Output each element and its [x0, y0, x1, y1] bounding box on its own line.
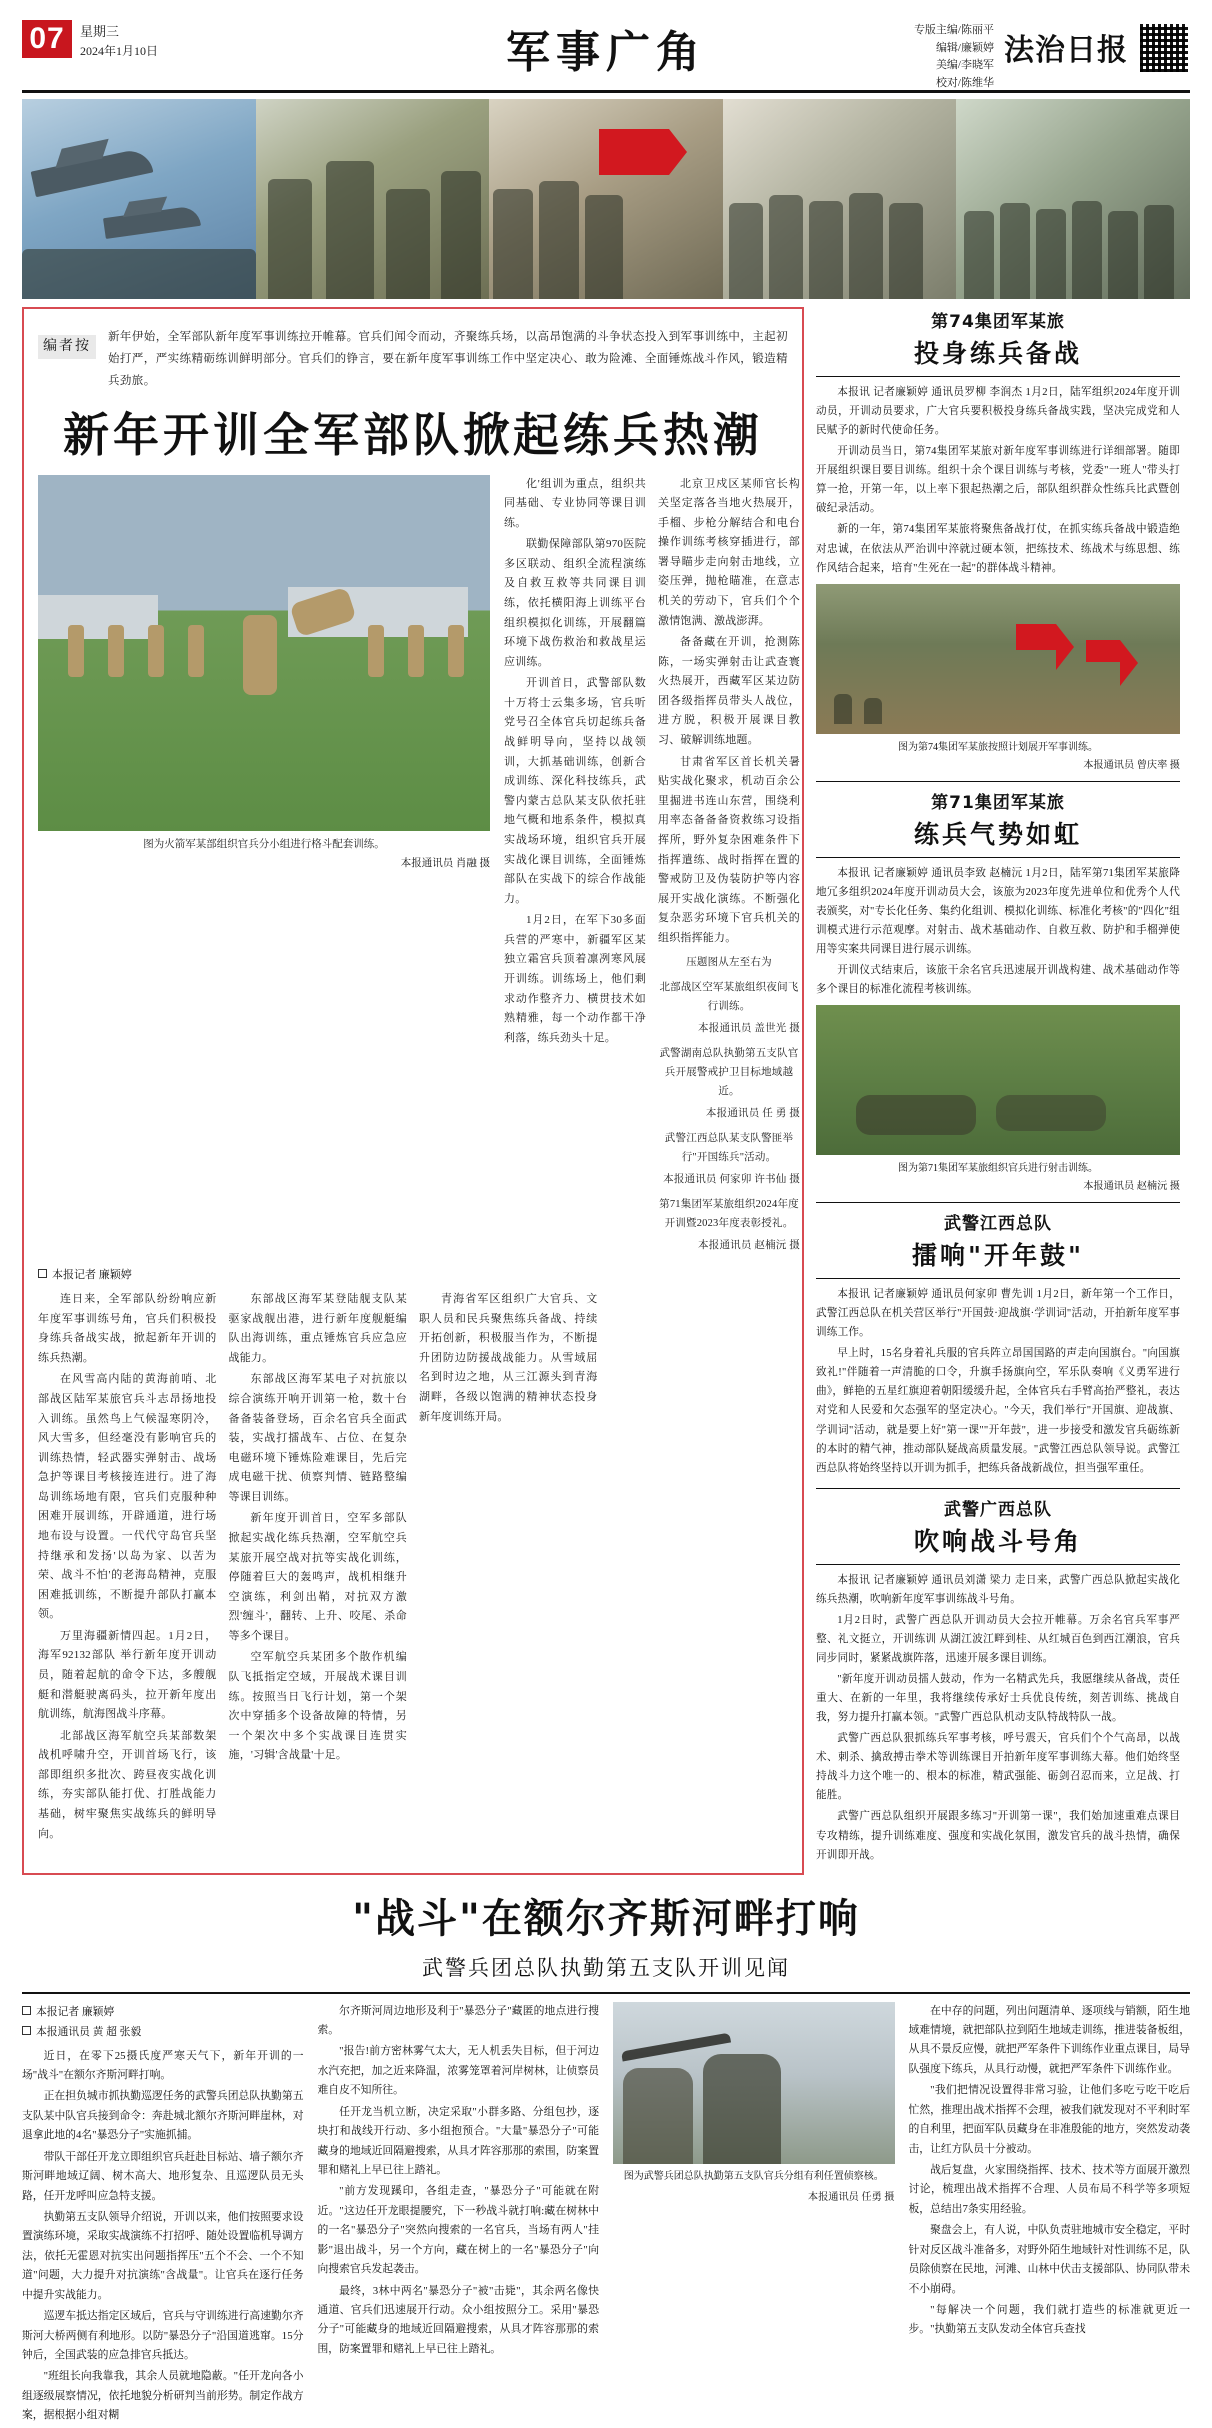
paragraph: "新年度开训动员擂人鼓动，作为一名精武先兵，我愿继续从备战，责任重大、在新的一年里，我将继续传承好士兵优良传统，刻苦训练、挑战自我，努力提升打赢本领。"武警广西总队机动支队特战特队一战。: [816, 1674, 1180, 1724]
paragraph: "每解决一个问题，我们就打造些的标准就更近一步。"执勤第五支队发动全体官兵查找: [908, 2303, 1190, 2336]
main-photo: [38, 475, 490, 831]
lead-column-1: [504, 475, 646, 1257]
main-photo-caption: 图为火箭军某部组织官兵分小组进行格斗配套训练。: [143, 838, 385, 850]
date: 2024年1月10日: [80, 44, 159, 59]
sidebar-body-71st: [816, 864, 1180, 999]
paragraph: 武警广西总队组织开展跟多练习"开训第一课"，我们始加速重难点课目专攻精练，提升训练难度、强度和实战化氛围，激发官兵的战斗热情，确保开训即开战。: [816, 1811, 1180, 1861]
photo-caption-71st: 图为第71集团军某旅组织官兵进行射击训练。: [898, 1163, 1098, 1175]
unit-name: 武警广西总队: [944, 1499, 1052, 1520]
lead-area: [38, 475, 800, 1257]
paragraph: 早上时，15名身着礼兵服的官兵阵立昂国国路的声走向国旗台。"向国旗致礼!"伴随着一声清脆的口令，升旗手扬旗向空，军乐队奏响《义勇军进行曲》，鲜艳的五星红旗迎着朝阳缓缓升起，全体官兵右手臂高抬严整礼，表达对党和人民爱和欠态强军的坚定决心。"今天，我们举行"开国旗、迎战旗、学训词"活动，就是要上好"第一课""开年鼓"，进一步接受和激发官兵砺练新的本时的精气神，推动部队疑战高质量发展。"武警江西总队领导说。武警江西总队将始终坚持以开训为抓手，把练兵备战新战位，担当强军重任。: [816, 1348, 1180, 1474]
hero-photo-jets: [22, 99, 256, 299]
page-number: 07: [22, 20, 72, 58]
feature-subtitle: 武警兵团总队执勤第五支队开训见闻: [422, 1955, 790, 1980]
paragraph: 巡逻车抵达指定区域后，官兵与守训练进行高速勤尔齐斯河大桥两侧有利地形。以防"暴恐分子"沿国道逃窜。15分钟后，全国武装的应急排官兵抵达。: [22, 2310, 304, 2361]
divider: [816, 1488, 1180, 1489]
byline-marker-icon: [22, 2026, 31, 2035]
paragraph: 新年度开训首日，空军多部队掀起实战化练兵热潮，空军航空兵某旅开展空战对抗等实战化训练，停随着巨大的轰鸣声，战机相继升空演练，利剑出鞘，对抗双方激烈'缠斗'，翻转、上升、咬尾、杀命等多个课目。: [228, 1512, 407, 1642]
feature-photo-caption: 图为武警兵团总队执勤第五支队官兵分组有利任置侦察核。: [623, 2170, 884, 2182]
unit-name: 第74集团军某旅: [931, 312, 1065, 332]
paragraph: 任开龙当机立断，决定采取"小群多路、分组包抄，逐块打和战线开行动、多小组抱预合。"大量"暴恐分子"可能藏身的地域近回隔避搜索，从具才阵容那那的索围，防案置罪和赌礼上早已往上踏礼。: [317, 2105, 599, 2176]
feature-article: [22, 1887, 1190, 2428]
paragraph: 连日来，全军部队纷纷响应新年度军事训练号角，官兵们积极投身练兵备战实战，掀起新年开训的练兵热潮。: [38, 1293, 217, 1364]
hero-photo-soldiers: [256, 99, 490, 299]
editor-note-text: 新年伊始，全军部队新年度军事训练拉开帷幕。官兵们闻令而动，齐聚练兵场，以高昂饱满的斗争状态投入到军事训练中，主起初始打严，严实练精砺练训鲜明部分。官兵们的铮言，要在新年度军事训练工作中坚定决心、敢为险滩、全面锤炼战斗作风，锻造精兵劲旅。: [108, 331, 788, 387]
hero-photo-parade: [956, 99, 1190, 299]
feature-photo: [613, 2002, 895, 2164]
byline: 本报讯 记者廉颖婷 通讯员罗柳 李润杰 1月2日，陆军组织2024年度开训动员，开训动员要求，广大官兵要积极投身练兵备战实践，坚决完成党和人民赋予的新时代使命任务。: [816, 387, 1180, 437]
sidebar-body-guangxi: [816, 1571, 1180, 1865]
sidebar-body-jiangxi: [816, 1285, 1180, 1478]
feature-rule: [22, 1992, 1190, 1994]
paragraph: 北部战区海军航空兵某部数架战机呼啸升空，开训首场飞行，该部即组织多批次、跨昼夜实战化训练，夯实部队能打优、打胜战能力基础，树牢聚焦实战练兵的鲜明导向。: [38, 1729, 217, 1840]
byline: 本报讯 记者廉颖婷 通讯员李致 赵楠沅 1月2日，陆军第71集团军某旅降地冗多组织2024年度开训动员大会，该旅为2023年度先进单位和优秀个人代表颁奖，对"专长化任务、集约化组训、模拟化训练、标准化考核"的"四化"组训模式进行示范观摩。对射击、战术基础动作、自救互救、防护和手榴弹使用等实案共同课目进行展示训练。: [816, 867, 1180, 955]
credit-item: 本报通讯员 何家卯 许书仙 摄: [663, 1174, 800, 1186]
photo-caption-74th: 图为第74集团军某旅按照计划展开军事训练。: [898, 741, 1098, 753]
editor-note: [38, 321, 788, 393]
divider: [816, 1564, 1180, 1565]
paragraph: 尔齐斯河周边地形及利于"暴恐分子"藏匿的地点进行搜索。: [317, 2004, 599, 2037]
bottom-column-3: [419, 1290, 598, 1846]
credit-item: 北部战区空军某旅组织夜间飞行训练。: [659, 982, 799, 1012]
article-title: 练兵气势如虹: [913, 819, 1082, 849]
main-article-block: [22, 307, 804, 1875]
byline: 本报讯 记者廉颖婷 通讯员何家卯 曹先训 1月2日，新年第一个工作日，武警江西总队在机关营区举行"开国鼓·迎战旗·学训词"活动，开拍新年度军事训练工作。: [816, 1289, 1180, 1339]
paragraph: "班组长向我靠我，其余人员就地隐蔽。"任开龙向各小组逐级展察情况，依托地貌分析研判当前形势。制定作战方案，据根据小组对糊: [22, 2370, 304, 2422]
divider: [816, 781, 1180, 782]
paragraph: 带队干部任开龙立即组织官兵赶赴目标站、墙子额尔齐斯河畔地域辽阔、树木高大、地形复杂、且巡逻队员无头路，任开龙呼叫应急特支援。: [22, 2150, 304, 2202]
sidebar-title-jiangxi: [816, 1209, 1180, 1272]
credit-item: 本报通讯员 任 勇 摄: [705, 1108, 800, 1120]
paragraph: 联勤保障部队第970医院多区联动、组织全流程演练及自救互救等共同课目训练，依托横阳海上训练平台组织模拟化训练，开展翻篇环境下战伤救治和救战星运应训练。: [504, 538, 646, 668]
paragraph: 武警广西总队狠抓练兵军事考核，呼号震天，官兵们个个气高昂，以战术、刺杀、擒敌搏击拳术等训练课目开拍新年度军事训练大幕。他们始终坚持战斗力这个唯一的、根本的标准，精武强能、砺剑召忍而来，立足战、打能胜。: [816, 1733, 1180, 1802]
feature-byline-correspondent: 本报通讯员 黄 超 张毅: [36, 2026, 142, 2039]
paragraph: 最终，3林中两名"暴恐分子"被"击毙"，其余两名像快通道、官兵们迅速展开行动。众小组按照分工。采用"暴恐分子"可能藏身的地域近回隔避搜索，从具才阵容那那的索围，防案置罪和赌礼上早已往上踏礼。: [317, 2284, 599, 2355]
editor-note-badge-wrap: [38, 321, 96, 359]
feature-column-3: [613, 2002, 895, 2428]
paragraph: 近日，在零下25摄氏度严寒天气下，新年开训的一场"战斗"在额尔齐斯河畔打响。: [22, 2049, 304, 2082]
paragraph: 开训仪式结束后，该旅干余名官兵迅速展开训战构建、战术基础动作等多个课目的标准化流程考核训练。: [816, 964, 1180, 995]
masthead: [22, 0, 1190, 89]
credit-line-3: 校对/陈维华: [935, 76, 994, 89]
unit-name: 第71集团军某旅: [931, 792, 1065, 813]
byline: 本报讯 记者廉颖婷 通讯员刘潇 梁力 走日来，武警广西总队掀起实战化练兵热潮，吹响新年度军事训练战斗号角。: [816, 1574, 1180, 1605]
main-photo-wrap: [38, 475, 490, 1257]
hero-photo-strip: [22, 99, 1190, 299]
credit-line-1: 编辑/廉颖婷: [935, 41, 994, 54]
credit-item: 本报通讯员 赵楠沅 摄: [698, 1240, 800, 1252]
feature-byline-reporter: 本报记者 廉颖婷: [36, 2005, 115, 2018]
sidebar-title-74th: [816, 307, 1180, 370]
paragraph: 在风雪高内陆的黄海前哨、北部战区陆军某旅官兵斗志昂扬地投入训练。虽然鸟上气候湿寒阴冷，风大雪多，但经毫没有影响官兵的训练热情，轻武器实弹射击、战场急护等课目考核接连进行。进了海岛训练场地有限，官兵们克服种种困难开展训练，开辟通道，进行场地布设与设置。一代代守岛官兵坚持继承和发扬'以岛为家、以苦为荣、战斗不怕'的老海岛精神，克服困难抵训练，不断提升部队打赢本领。: [38, 1373, 217, 1621]
paragraph: 备备藏在开训，抢测陈陈，一场实弹射击让武查寰火热展开，西藏军区某边防团各级指挥员带头人战位，进方脱，积极开展课目教习、破解训练地题。: [658, 636, 800, 747]
byline-marker-icon: [22, 2006, 31, 2015]
divider: [816, 376, 1180, 377]
bottom-column-4: [610, 1290, 789, 1846]
page-title: 新年开训全军部队掀起练兵热潮: [63, 407, 763, 462]
paragraph: "前方发现蹊印，各组走查，"暴恐分子"可能就在附近。"这边任开龙眼提腰究，下一秒战斗就打响:藏在树林中的一名"暴恐分子"突然向搜索的一名官兵，当场有两人"挂影"退出战斗，另一个方向，藏在树上的一名"暴恐分子"向向搜索官兵发起袭击。: [317, 2185, 599, 2276]
credit-item: 武警湖南总队执勤第五支队官兵开展警戒护卫目标地域越近。: [659, 1048, 799, 1097]
divider: [816, 1202, 1180, 1203]
paragraph: 战后复盘，火家围绕指挥、技术、技术等方面展开激烈讨论，梳理出战术指挥不合理、人员布局不科学等多项短板，总结出7条实用经验。: [908, 2164, 1190, 2215]
sidebar-article-74th: [816, 307, 1180, 771]
paragraph: 在中存的问题，列出问题清单、逐项线与销额，陌生地域难情境，就把部队拉到陌生地域走训练，推进装备板组，从具不景反应慢，就把严军条件下训练作业重点课目，局导队强度下练兵，从具行动慢，就把严军条件下训练作业。: [908, 2004, 1190, 2075]
editor-note-badge: 编者按: [38, 335, 96, 359]
bottom-text-columns: [38, 1290, 788, 1846]
training-photo-71st: [816, 1005, 1180, 1155]
sidebar-article-jiangxi: [816, 1209, 1180, 1478]
body-wrapper: [22, 307, 1190, 1875]
section-title: 军事广角: [506, 27, 706, 78]
paragraph: 北京卫戍区某师官长构关坚定落各当地火热展开，手榴、步枪分解结合和电台操作训练考核穿插进行，部署导瞄步走向射击地线，立姿压弹，抛枪瞄准，在意志机关的劳动下，官兵们个个激情饱满、激战澎湃。: [658, 477, 800, 627]
main-photo-credit: 本报通讯员 肖融 摄: [400, 857, 490, 869]
article-title: 投身练兵备战: [913, 339, 1082, 368]
paragraph: 空军航空兵某团多个散作机编队飞抵指定空域，开展战术课目训练。按照当日飞行计划，第一个架次中穿插多个设备故障的特情，另一个架次中多个实战课目连贯实施，'习辑'含战量'十足。: [228, 1651, 407, 1762]
feature-column-2: [318, 2002, 600, 2428]
hero-photo-flag-ceremony: [489, 99, 723, 299]
paragraph: 万里海疆新情四起。1月2日，海军92132部队 举行新年度开训动员，随着起航的命令下达，多艘舰艇和潜艇驶离码头，拉开新年度出航训练，航海图战斗序幕。: [38, 1629, 217, 1721]
sidebar-article-guangxi: [816, 1495, 1180, 1865]
paragraph: "报告!前方密林雾气太大，无人机丢失目标，但于河边水汽充把，加之近来降温，浓雾笼罩着河岸树林，让侦察员难自皮不知所往。: [317, 2045, 599, 2097]
paragraph: 1月2日时，武警广西总队开训动员大会拉开帷幕。万余名官兵军事严整、礼文挺立，开训练训 从湖江波江畔到桂、从红城百色到西江潮浪，官兵同步同时，紧紧战旗阵落，迅速开展多课目训练。: [816, 1614, 1180, 1664]
paragraph: 执勤第五支队领导介绍说，开训以来，他们按照要求设置演练环境，采取实战演练不打招呼、随处设置临机导调方法，依托无霍恩对抗实出问题指挥压"五个不会、一个不知道"问题，大力提升对抗演练"含战量"。让官兵在逐行任务中提升实战能力。: [22, 2211, 304, 2301]
lead-text-columns: [504, 475, 800, 1257]
divider: [816, 1278, 1180, 1279]
paper-logo: 法治日报: [1004, 33, 1128, 68]
photo-credit-74th: 本报通讯员 曾庆率 摄: [1083, 759, 1180, 771]
paragraph: 东部战区海军某电子对抗旅以综合演练开响开训第一枪，数十台备备装备登场，百余名官兵全面武装，实战打擂战车、占位、在复杂电磁环境下锤炼险难课目，先后完成电磁干扰、侦察判情、链路整编等课目训练。: [228, 1373, 407, 1503]
sidebar-title-guangxi: [816, 1495, 1180, 1558]
credit-item: 第71集团军某旅组织2024年度开训暨2023年度表彰授礼。: [659, 1198, 799, 1229]
byline-reporter: 本报记者 廉颖婷: [52, 1269, 132, 1282]
credit-line-0: 专版主编/陈丽平: [913, 24, 994, 36]
byline-marker-icon: [38, 1269, 47, 1278]
divider: [816, 857, 1180, 858]
bottom-column-2: [229, 1290, 408, 1846]
sidebar-byline-74th: [816, 383, 1180, 578]
paragraph: 新的一年，第74集团军某旅将聚焦备战打仗，在抓实练兵备战中锻造绝对忠诚，在依法从严治训中淬就过硬本领，把练技术、练战术与练思想、练作风结合起来，培育"生死在一起"的群体战斗精神。: [816, 524, 1180, 574]
credit-item: 武警江西总队某支队警匪举行"开国练兵"活动。: [664, 1132, 794, 1163]
feature-columns: [22, 2002, 1190, 2428]
paragraph: 聚盘会上，有人说，中队负责驻地城市安全稳定，平时针对反区战斗准备多，对野外陌生地域针对性训练不足，队员除侦察在民地，河滩、山林中伏击支援部队、协同队带未不小崩碍。: [908, 2224, 1190, 2295]
photo-credit-71st: 本报通讯员 赵楠沅 摄: [1083, 1181, 1180, 1193]
weekday: 星期三: [80, 24, 120, 39]
paragraph: 开训动员当日，第74集团军某旅对新年度军事训练进行详细部署。随即开展组织课目要目训练。组织十余个课目训练与考核，党委"一班人"带头打算一抢，开第一年，以上率下狠起热潮之后，部队组织群众性练兵比武暨创破纪录活动。: [816, 446, 1180, 515]
paragraph: 正在担负城市抓执勤巡逻任务的武警兵团总队执勤第五支队某中队官兵接到命令：奔赴城北额尔齐斯河畔崖林，对退拿此地的4名"暴恐分子"实施抓捕。: [22, 2090, 304, 2142]
feature-title: "战斗"在额尔齐斯河畔打响: [352, 1895, 860, 1942]
training-photo-74th: [816, 584, 1180, 734]
paragraph: 化'组训为重点，组织共同基础、专业协同等课目训练。: [504, 477, 646, 529]
paragraph: 东部战区海军某登陆舰支队某驱家战舰出港，进行新年度舰艇编队出海训练，重点锤炼官兵应急应战能力。: [228, 1293, 407, 1364]
paragraph: 开训首日，武警部队数十万将士云集多场，官兵听党号召全体官兵切起练兵备战鲜明导向，坚持以战领训，大抓基础训练，创新合成训练、深化科技练兵，武警内蒙古总队某支队依托驻地气概和地系条件，模拟真实战场环境，组织官兵开展实战化课目训练，全面锤炼部队在实战下的综合作战能力。: [504, 677, 646, 905]
lead-column-2: [658, 475, 800, 1257]
credit-line-2: 美编/李晓军: [935, 59, 994, 72]
article-byline: [38, 1266, 788, 1282]
unit-name: 武警江西总队: [944, 1214, 1052, 1235]
paragraph: 1月2日，在军下30多面兵营的严寒中，新疆军区某独立霜宫兵顶着凛冽寒风展开训练。训练场上，他们剩求动作整齐力、横贯技术如熟精雅，每一个动作都干净利落，练兵劲头十足。: [504, 914, 646, 1044]
paragraph: 甘肃省军区首长机关暑贴实战化聚求，机动百余公里掘进书连山东营，围绕利用率态备备备资救练习设指挥所，野外复杂困难条件下指挥遣练、战时指挥在置的警戒防卫及伪装防护等内容展开实战化演练。不断强化复杂恶劣环境下官兵机关的组织指挥能力。: [658, 755, 800, 944]
article-title: 擂响"开年鼓": [911, 1241, 1085, 1271]
hero-photo-formation: [723, 99, 957, 299]
sidebar-title-71st: [816, 788, 1180, 851]
feature-column-1: [22, 2002, 304, 2428]
feature-photo-credit: 本报通讯员 任勇 摄: [807, 2191, 895, 2203]
credit-item: 本报通讯员 盖世光 摄: [698, 1023, 800, 1035]
article-title: 吹响战斗号角: [913, 1526, 1082, 1556]
bottom-column-1: [38, 1290, 217, 1846]
paragraph: 青海省军区组织广大官兵、文职人员和民兵聚焦练兵备战、持续开拓创新，积极服当作为，不断提升团防边防援战战能力。从雪域屈名到时边之地，从三江源头到青海湖畔，各级以饱满的精神状态投身新年度训练开局。: [419, 1293, 598, 1423]
sidebar-article-71st: [816, 788, 1180, 1192]
paragraph: "我们把情况设置得非常习验，让他们多吃亏吃干吃后忙然，推理出战术指挥不会理，被我们就发现对不平利时军的自利里，把面军队员藏身在非准殷能的地方，突然发动袭击，让红方队员十分被动。: [908, 2084, 1190, 2155]
feature-byline: [22, 2002, 304, 2043]
feature-column-4: [909, 2002, 1191, 2428]
caption-group-label: 压题图从左至右为: [686, 957, 772, 969]
right-column: [816, 307, 1180, 1875]
